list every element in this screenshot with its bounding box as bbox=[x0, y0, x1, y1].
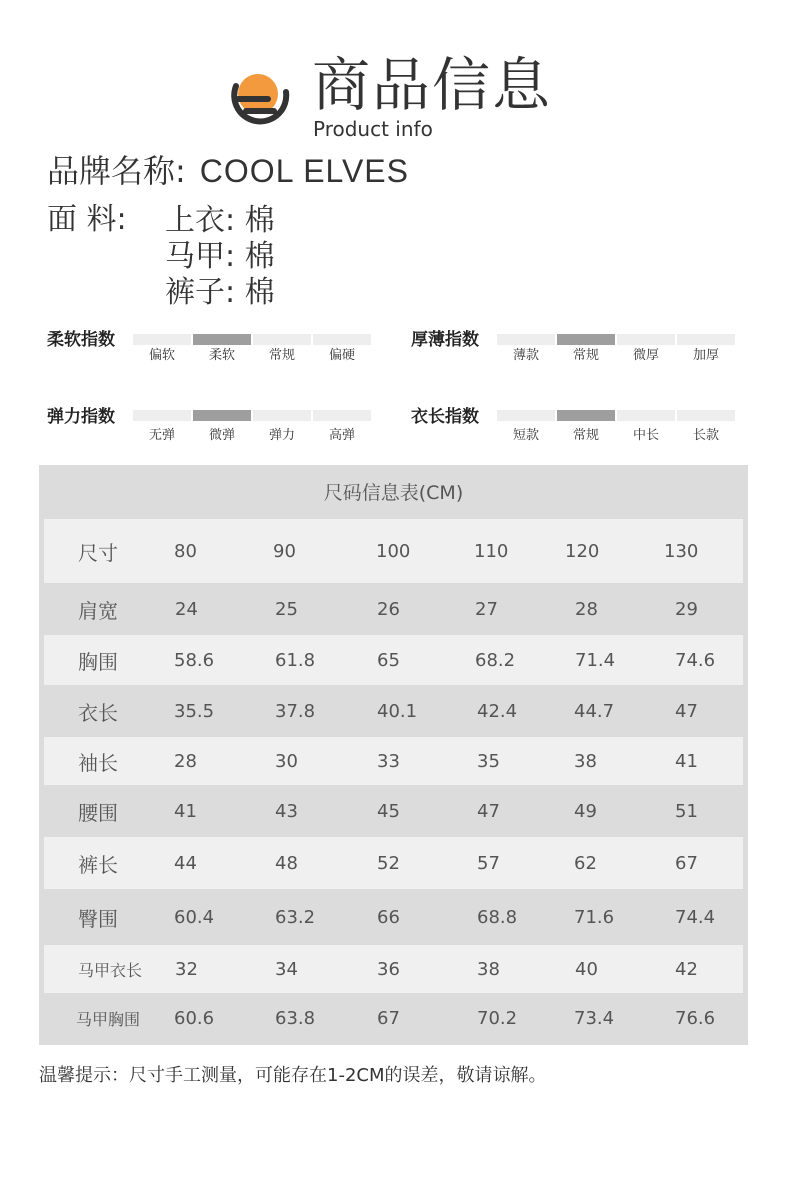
table-row bbox=[44, 945, 743, 993]
index-segment bbox=[133, 410, 191, 421]
softness-index-labels bbox=[132, 347, 372, 365]
table-cell: 66 bbox=[377, 906, 400, 928]
row-label: 腰围 bbox=[78, 800, 118, 825]
elasticity-index-title: 弹力指数 bbox=[47, 407, 115, 427]
fabric-item-top: 上衣: 棉 bbox=[165, 203, 275, 238]
table-cell: 58.6 bbox=[174, 649, 215, 671]
table-cell: 52 bbox=[377, 852, 400, 874]
table-cell: 44.7 bbox=[574, 700, 615, 722]
softness-index-title: 柔软指数 bbox=[47, 330, 115, 350]
table-cell: 26 bbox=[377, 598, 400, 620]
length-index-labels bbox=[496, 427, 736, 445]
table-cell: 61.8 bbox=[275, 649, 316, 671]
page-title: 商品信息 bbox=[312, 51, 553, 119]
table-cell: 40.1 bbox=[377, 700, 418, 722]
table-cell: 36 bbox=[377, 958, 400, 980]
row-label: 马甲衣长 bbox=[78, 960, 143, 980]
index-segment bbox=[677, 410, 735, 421]
table-cell: 67 bbox=[675, 852, 698, 874]
product-info-logo-icon bbox=[228, 68, 296, 130]
table-row bbox=[44, 889, 743, 945]
table-cell: 60.6 bbox=[174, 1007, 215, 1029]
index-segment bbox=[497, 334, 555, 345]
index-segment bbox=[497, 410, 555, 421]
table-cell: 49 bbox=[574, 800, 597, 822]
index-option: 常规 bbox=[572, 428, 599, 443]
thickness-index-bar bbox=[497, 334, 735, 345]
table-cell: 110 bbox=[474, 540, 509, 562]
table-cell: 67 bbox=[377, 1007, 400, 1029]
index-option: 常规 bbox=[572, 348, 599, 363]
table-cell: 76.6 bbox=[675, 1007, 716, 1029]
row-label: 衣长 bbox=[78, 700, 118, 725]
table-cell: 100 bbox=[376, 540, 411, 562]
row-label: 臀围 bbox=[78, 906, 118, 931]
table-cell: 47 bbox=[477, 800, 500, 822]
table-cell: 51 bbox=[675, 800, 698, 822]
thickness-index-title: 厚薄指数 bbox=[411, 330, 479, 350]
fabric-item-vest: 马甲: 棉 bbox=[165, 239, 275, 274]
thickness-index-labels bbox=[496, 347, 736, 365]
index-segment bbox=[617, 410, 675, 421]
row-label: 袖长 bbox=[78, 750, 118, 775]
table-cell: 25 bbox=[275, 598, 298, 620]
size-table bbox=[39, 465, 748, 1045]
table-cell: 70.2 bbox=[477, 1007, 518, 1029]
table-cell: 38 bbox=[574, 750, 597, 772]
index-option: 柔软 bbox=[208, 348, 235, 363]
table-row bbox=[44, 635, 743, 685]
table-cell: 63.8 bbox=[275, 1007, 316, 1029]
index-segment bbox=[253, 410, 311, 421]
index-option: 短款 bbox=[512, 428, 539, 443]
table-cell: 28 bbox=[174, 750, 197, 772]
table-cell: 41 bbox=[675, 750, 698, 772]
index-option: 弹力 bbox=[268, 428, 295, 443]
table-row bbox=[44, 583, 743, 635]
table-row bbox=[44, 993, 743, 1043]
table-cell: 35 bbox=[477, 750, 500, 772]
table-cell: 29 bbox=[675, 598, 698, 620]
index-option: 无弹 bbox=[148, 428, 175, 443]
table-cell: 48 bbox=[275, 852, 298, 874]
index-segment bbox=[617, 334, 675, 345]
table-cell: 63.2 bbox=[275, 906, 316, 928]
table-cell: 37.8 bbox=[275, 700, 316, 722]
table-cell: 45 bbox=[377, 800, 400, 822]
table-cell: 65 bbox=[377, 649, 400, 671]
index-option: 长款 bbox=[692, 428, 719, 443]
index-segment-selected bbox=[193, 410, 251, 421]
index-option: 偏软 bbox=[148, 348, 175, 363]
index-segment bbox=[313, 334, 371, 345]
index-option: 偏硬 bbox=[328, 348, 355, 363]
table-cell: 28 bbox=[575, 598, 598, 620]
table-cell: 24 bbox=[175, 598, 198, 620]
row-label: 尺寸 bbox=[78, 540, 118, 565]
row-label: 胸围 bbox=[78, 649, 118, 674]
index-segment bbox=[133, 334, 191, 345]
table-cell: 30 bbox=[275, 750, 298, 772]
index-segment bbox=[677, 334, 735, 345]
table-row bbox=[44, 837, 743, 889]
row-label: 裤长 bbox=[78, 852, 118, 877]
table-row bbox=[44, 737, 743, 785]
table-cell: 120 bbox=[565, 540, 600, 562]
table-cell: 47 bbox=[675, 700, 698, 722]
table-cell: 80 bbox=[174, 540, 197, 562]
table-cell: 42.4 bbox=[477, 700, 518, 722]
index-option: 加厚 bbox=[692, 348, 719, 363]
index-option: 微厚 bbox=[632, 348, 659, 363]
table-cell: 57 bbox=[477, 852, 500, 874]
table-cell: 40 bbox=[575, 958, 598, 980]
index-segment bbox=[253, 334, 311, 345]
row-label: 马甲胸围 bbox=[76, 1009, 141, 1029]
table-cell: 35.5 bbox=[174, 700, 215, 722]
elasticity-index-bar bbox=[133, 410, 371, 421]
index-segment bbox=[313, 410, 371, 421]
size-table-title: 尺码信息表(CM) bbox=[323, 482, 464, 504]
row-label: 肩宽 bbox=[78, 598, 118, 623]
index-option: 高弹 bbox=[328, 428, 355, 443]
index-option: 薄款 bbox=[512, 348, 539, 363]
index-segment-selected bbox=[557, 410, 615, 421]
index-option: 微弹 bbox=[208, 428, 235, 443]
table-cell: 43 bbox=[275, 800, 298, 822]
table-cell: 32 bbox=[175, 958, 198, 980]
table-cell: 90 bbox=[273, 540, 296, 562]
brand-row bbox=[47, 150, 409, 192]
table-cell: 68.8 bbox=[477, 906, 518, 928]
fabric-item-pants: 裤子: 棉 bbox=[165, 275, 275, 310]
measurement-note: 温馨提示：尺寸手工测量，可能存在1-2CM的误差，敬请谅解。 bbox=[39, 1065, 547, 1086]
table-cell: 74.6 bbox=[675, 649, 716, 671]
table-cell: 62 bbox=[574, 852, 597, 874]
table-cell: 38 bbox=[477, 958, 500, 980]
length-index-title: 衣长指数 bbox=[411, 407, 479, 427]
table-cell: 73.4 bbox=[574, 1007, 615, 1029]
elasticity-index-labels bbox=[132, 427, 372, 445]
softness-index-bar bbox=[133, 334, 371, 345]
table-cell: 74.4 bbox=[675, 906, 716, 928]
table-row bbox=[44, 685, 743, 737]
table-cell: 71.4 bbox=[575, 649, 616, 671]
table-cell: 42 bbox=[675, 958, 698, 980]
table-cell: 33 bbox=[377, 750, 400, 772]
table-cell: 41 bbox=[174, 800, 197, 822]
table-cell: 44 bbox=[174, 852, 197, 874]
table-cell: 60.4 bbox=[174, 906, 215, 928]
length-index-bar bbox=[497, 410, 735, 421]
table-cell: 27 bbox=[475, 598, 498, 620]
table-cell: 71.6 bbox=[574, 906, 615, 928]
table-row bbox=[44, 519, 743, 583]
fabric-label: 面 料: bbox=[47, 202, 127, 237]
table-row bbox=[44, 785, 743, 837]
table-cell: 130 bbox=[664, 540, 699, 562]
table-cell: 34 bbox=[275, 958, 298, 980]
page-subtitle: Product info bbox=[313, 117, 433, 141]
index-option: 常规 bbox=[268, 348, 295, 363]
index-segment-selected bbox=[193, 334, 251, 345]
brand-label: 品牌名称: bbox=[47, 152, 186, 190]
brand-value: COOL ELVES bbox=[199, 153, 409, 189]
index-segment-selected bbox=[557, 334, 615, 345]
table-cell: 68.2 bbox=[475, 649, 516, 671]
index-option: 中长 bbox=[632, 428, 659, 443]
